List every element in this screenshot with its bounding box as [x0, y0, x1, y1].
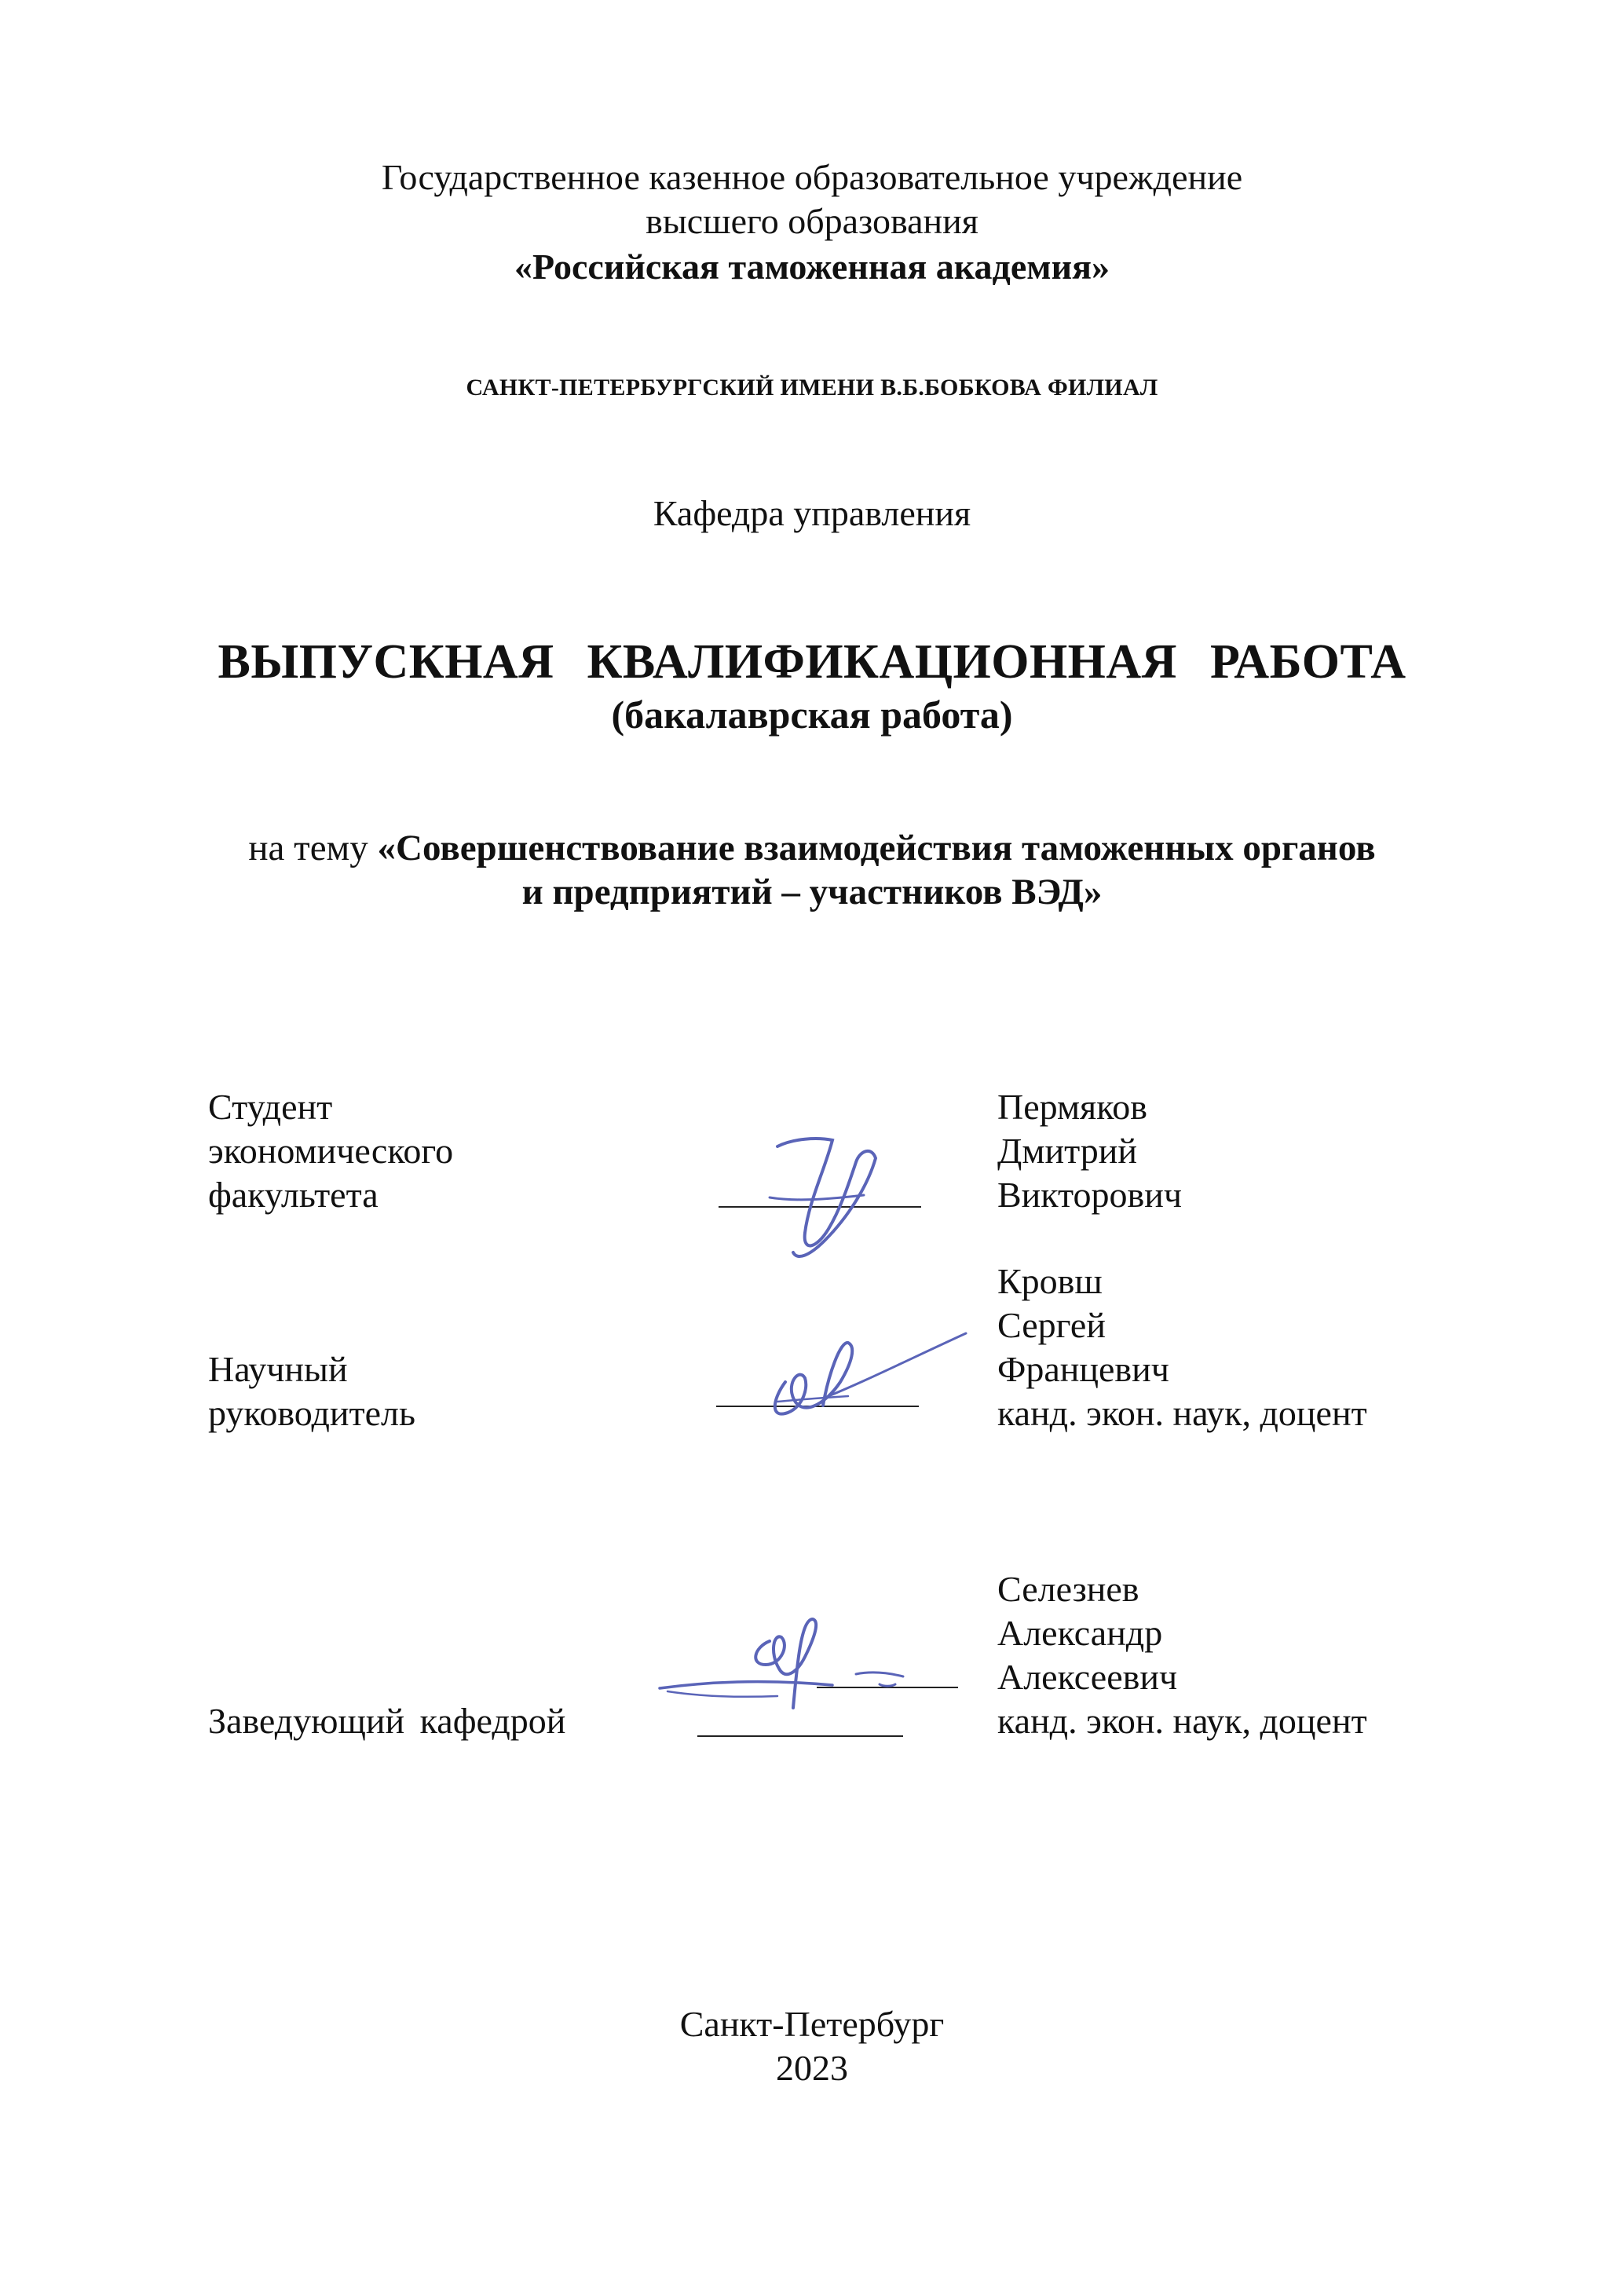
department-name: Кафедра управления [653, 493, 971, 533]
student-signature [730, 1123, 935, 1280]
head-role: Заведующий кафедрой [208, 1701, 566, 1741]
topic-prefix: на тему [248, 828, 378, 868]
head-name-line-1: Селезнев [997, 1569, 1139, 1609]
topic-title-line-1: «Совершенствование взаимодействия таможенных органов [377, 828, 1376, 868]
supervisor-signature [730, 1311, 982, 1437]
institution-name: «Российская таможенная академия» [514, 247, 1110, 287]
supervisor-role-line-2: руководитель [208, 1393, 415, 1433]
document-title: ВЫПУСКНАЯ КВАЛИФИКАЦИОННАЯ РАБОТА [218, 635, 1406, 689]
student-name-line-3: Викторович [997, 1175, 1183, 1215]
topic-line-1 [0, 826, 1624, 870]
supervisor-degree: канд. экон. наук, доцент [997, 1393, 1367, 1433]
student-role-line-3: факультета [208, 1175, 379, 1215]
supervisor-name-line-2: Сергей [997, 1305, 1106, 1345]
head-degree: канд. экон. наук, доцент [997, 1701, 1367, 1741]
document-subtitle: (бакалаврская работа) [611, 693, 1013, 737]
student-name-line-1: Пермяков [997, 1087, 1147, 1127]
topic-title-line-2: и предприятий – участников ВЭД» [521, 872, 1103, 912]
head-name-line-3: Алексеевич [997, 1657, 1178, 1697]
footer-year: 2023 [776, 2048, 848, 2088]
student-name-line-2: Дмитрий [997, 1131, 1138, 1171]
supervisor-name-line-1: Кровш [997, 1261, 1103, 1301]
student-role-line-1: Студент [208, 1087, 333, 1127]
head-signature [644, 1610, 974, 1720]
supervisor-role-line-1: Научный [208, 1349, 348, 1389]
institution-line-2: высшего образования [646, 201, 978, 241]
head-signature-line [697, 1735, 903, 1737]
head-name-line-2: Александр [997, 1613, 1163, 1653]
student-role-line-2: экономического [208, 1131, 454, 1171]
supervisor-name-line-3: Францевич [997, 1349, 1169, 1389]
branch-name: САНКТ-ПЕТЕРБУРГСКИЙ ИМЕНИ В.Б.БОБКОВА ФИЛИАЛ [466, 375, 1158, 400]
institution-line-1: Государственное казенное образовательное учреждение [381, 157, 1243, 197]
footer-city: Санкт-Петербург [679, 2004, 945, 2044]
